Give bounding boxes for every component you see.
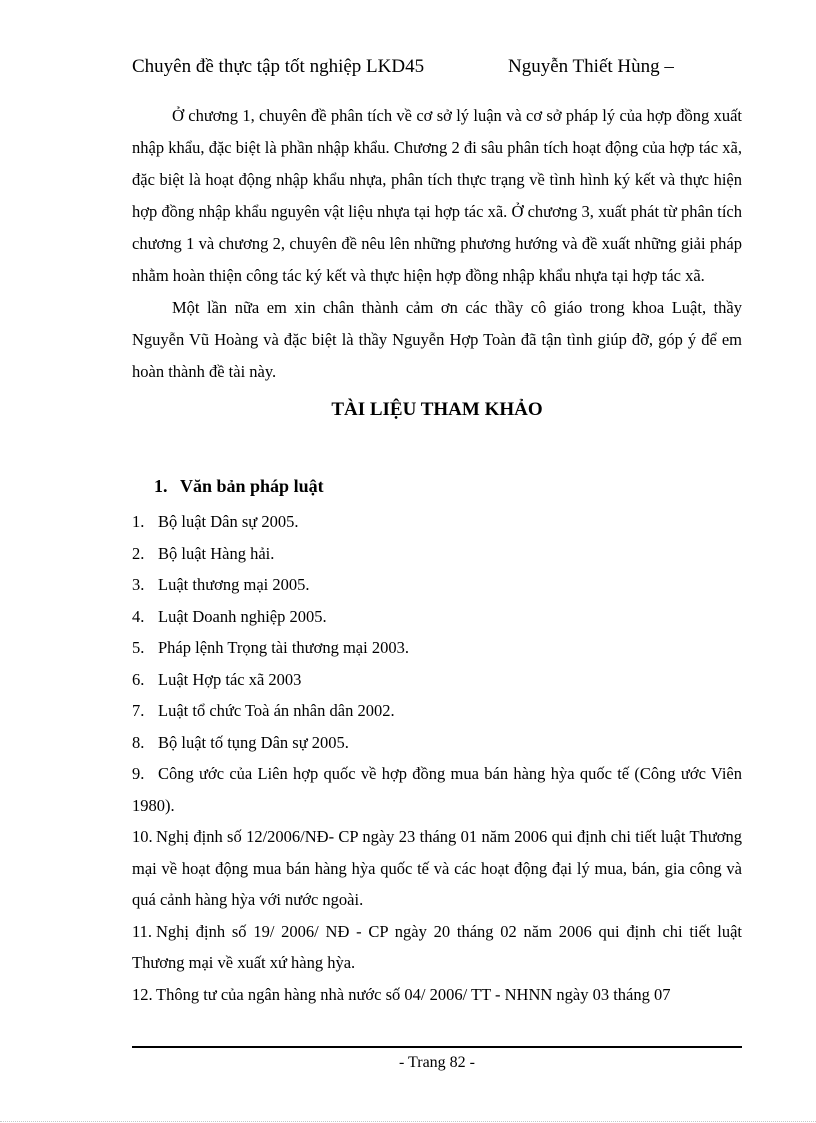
list-item-text: Bộ luật Hàng hải. [158, 543, 275, 563]
list-item-text: Thông tư của ngân hàng nhà nước số 04/ 2006/ TT - NHNN ngày 03 tháng 07 [156, 984, 671, 1004]
page-number: - Trang 82 - [398, 1054, 475, 1071]
list-item [132, 538, 742, 570]
header-author: Nguyễn Thiết Hùng – [508, 56, 674, 77]
list-item-text: Luật thương mại 2005. [158, 575, 310, 594]
list-item-number: 4. [132, 606, 145, 626]
list-item [132, 506, 742, 538]
list-item [132, 821, 742, 916]
reference-list [132, 506, 742, 1010]
list-item-text: Luật Doanh nghiệp 2005. [158, 606, 327, 626]
intro-paragraph-2: Một lần nữa em xin chân thành cảm ơn các thầy cô giáo trong khoa Luật, thầy Nguyễn Vũ Hoàng và đặc biệt là thầy Nguyễn Hợp Toàn đã tận tình giúp đỡ, góp ý để em hoàn thành đề tài này. [132, 298, 742, 381]
list-item-text: Luật Hợp tác xã 2003 [158, 669, 302, 689]
list-item-number: 5. [132, 638, 145, 657]
footer-divider [132, 1046, 742, 1048]
list-item [132, 916, 742, 979]
list-item [132, 695, 742, 727]
list-item [132, 664, 742, 696]
list-item [132, 632, 742, 664]
list-item-text: Bộ luật tố tụng Dân sự 2005. [158, 732, 349, 752]
list-item-text: Nghị định số 19/ 2006/ NĐ - CP ngày 20 tháng 02 năm 2006 qui định chi tiết luật Thương mại về xuất xứ hàng hỳa. [132, 921, 742, 972]
list-item [132, 569, 742, 601]
list-item-number: 12. [132, 984, 153, 1004]
list-item [132, 758, 742, 821]
header-document-title: Chuyên đề thực tập tốt nghiệp LKD45 [132, 56, 425, 77]
page-content [132, 100, 742, 1010]
list-item-number: 9. [132, 764, 145, 783]
list-item-number: 10. [132, 827, 153, 846]
list-item-text: Luật tổ chức Toà án nhân dân 2002. [158, 701, 395, 720]
list-item-text: Công ước của Liên hợp quốc về hợp đồng mua bán hàng hỳa quốc tế (Công ước Viên 1980). [132, 764, 742, 815]
list-item-text: Bộ luật Dân sự 2005. [158, 512, 299, 531]
list-item-number: 2. [132, 543, 145, 563]
list-item-number: 3. [132, 575, 145, 594]
list-item-number: 6. [132, 669, 145, 689]
section-title-text: Văn bản pháp luật [180, 476, 324, 496]
section-number: 1. [154, 476, 168, 496]
list-item [132, 601, 742, 633]
intro-paragraph-1: Ở chương 1, chuyên đề phân tích về cơ sở lý luận và cơ sở pháp lý của hợp đồng xuất nhập khẩu, đặc biệt là phần nhập khẩu. Chương 2 đi sâu phân tích hoạt động của hợp tác xã, đặc biệt là hoạt động nhập khẩu nhựa, phân tích thực trạng về tình hình ký kết và thực hiện hợp đồng nhập khẩu nguyên vật liệu nhựa tại hợp tác xã. Ở chương 3, xuất phát từ phân tích chương 1 và chương 2, chuyên đề nêu lên những phương hướng và đề xuất những giải pháp nhằm hoàn thiện công tác ký kết và thực hiện hợp đồng nhập khẩu nhựa tại hợp tác xã. [132, 106, 742, 285]
list-item-number: 7. [132, 701, 145, 720]
list-item-number: 1. [132, 512, 145, 531]
page-edge-divider [0, 1121, 816, 1122]
section-title [132, 470, 742, 502]
references-heading: TÀI LIỆU THAM KHẢO [331, 399, 543, 420]
list-item [132, 727, 742, 759]
list-item-text: Pháp lệnh Trọng tài thương mại 2003. [158, 638, 409, 657]
list-item-number: 8. [132, 732, 145, 752]
list-item [132, 979, 742, 1011]
list-item-number: 11. [132, 921, 153, 941]
list-item-text: Nghị định số 12/2006/NĐ- CP ngày 23 tháng 01 năm 2006 qui định chi tiết luật Thương mại về hoạt động mua bán hàng hỳa quốc tế và các hoạt động đại lý mua, bán, gia công và quá cảnh hàng hỳa với nước ngoài. [132, 827, 742, 909]
